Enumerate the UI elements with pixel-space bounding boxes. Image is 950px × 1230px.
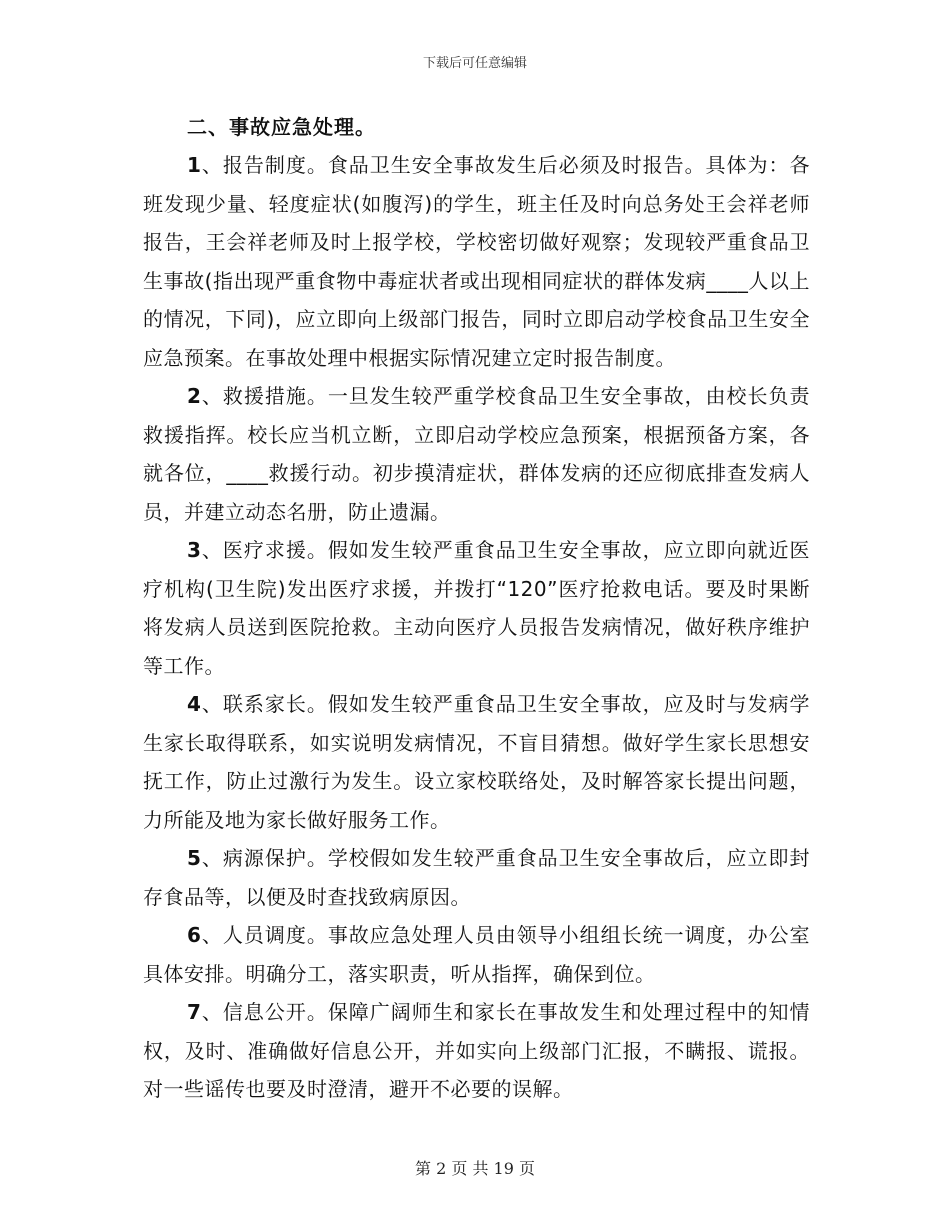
paragraph-number: 1: [187, 153, 202, 177]
document-body: [143, 108, 810, 1109]
page-number-footer: 第 2 页 共 19 页: [415, 1159, 535, 1178]
paragraph-contact-parents: [143, 685, 810, 839]
paragraph-staff-dispatch: [143, 916, 810, 993]
paragraph-text: 、信息公开。保障广阔师生和家长在事故发生和处理过程中的知情权，及时、准确做好信息公开，并如实向上级部门汇报，不瞒报、谎报。对一些谣传也要及时澄清，避开不必要的误解。: [143, 1000, 810, 1101]
paragraph-text: 、报告制度。食品卫生安全事故发生后必须及时报告。具体为：各班发现少量、轻度症状(如腹泻)的学生，班主任及时向总务处王会祥老师报告，王会祥老师及时上报学校，学校密切做好观察；发现较严重食品卫生事故(指出现严重食物中毒症状者或出现相同症状的群体发病____人以上的情况，下同)，应立即向上级部门报告，同时立即启动学校食品卫生安全应急预案。在事故处理中根据实际情况建立定时报告制度。: [143, 153, 810, 370]
paragraph-medical-aid: [143, 531, 810, 685]
paragraph-number: 7: [187, 1000, 202, 1024]
paragraph-text: 、救援措施。一旦发生较严重学校食品卫生安全事故，由校长负责救援指挥。校长应当机立断，立即启动学校应急预案，根据预备方案，各就各位，____救援行动。初步摸清症状，群体发病的还应彻底排查发病人员，并建立动态名册，防止遗漏。: [143, 384, 810, 524]
paragraph-number: 3: [187, 538, 202, 562]
paragraph-text: 、联系家长。假如发生较严重食品卫生安全事故，应及时与发病学生家长取得联系，如实说明发病情况，不盲目猜想。做好学生家长思想安抚工作，防止过激行为发生。设立家校联络处，及时解答家长提出问题，力所能及地为家长做好服务工作。: [143, 692, 810, 832]
paragraph-information-disclosure: [143, 993, 810, 1109]
paragraph-text: 、人员调度。事故应急处理人员由领导小组组长统一调度，办公室具体安排。明确分工，落实职责，听从指挥，确保到位。: [143, 923, 810, 986]
paragraph-rescue-measures: [143, 377, 810, 531]
paragraph-text: 、病源保护。学校假如发生较严重食品卫生安全事故后，应立即封存食品等，以便及时查找致病原因。: [143, 846, 810, 909]
paragraph-number: 2: [187, 384, 202, 408]
paragraph-source-protection: [143, 839, 810, 916]
paragraph-report-system: [143, 146, 810, 377]
paragraph-number: 4: [187, 692, 202, 716]
section-heading: 二、事故应急处理。: [187, 115, 376, 139]
paragraph-number: 5: [187, 846, 202, 870]
paragraph-number: 6: [187, 923, 202, 947]
page-header-note: 下载后可任意编辑: [422, 56, 527, 71]
paragraph-text: 、医疗求援。假如发生较严重食品卫生安全事故，应立即向就近医疗机构(卫生院)发出医疗求援，并拨打“120”医疗抢救电话。要及时果断将发病人员送到医院抢救。主动向医疗人员报告发病情况，做好秩序维护等工作。: [143, 538, 810, 678]
